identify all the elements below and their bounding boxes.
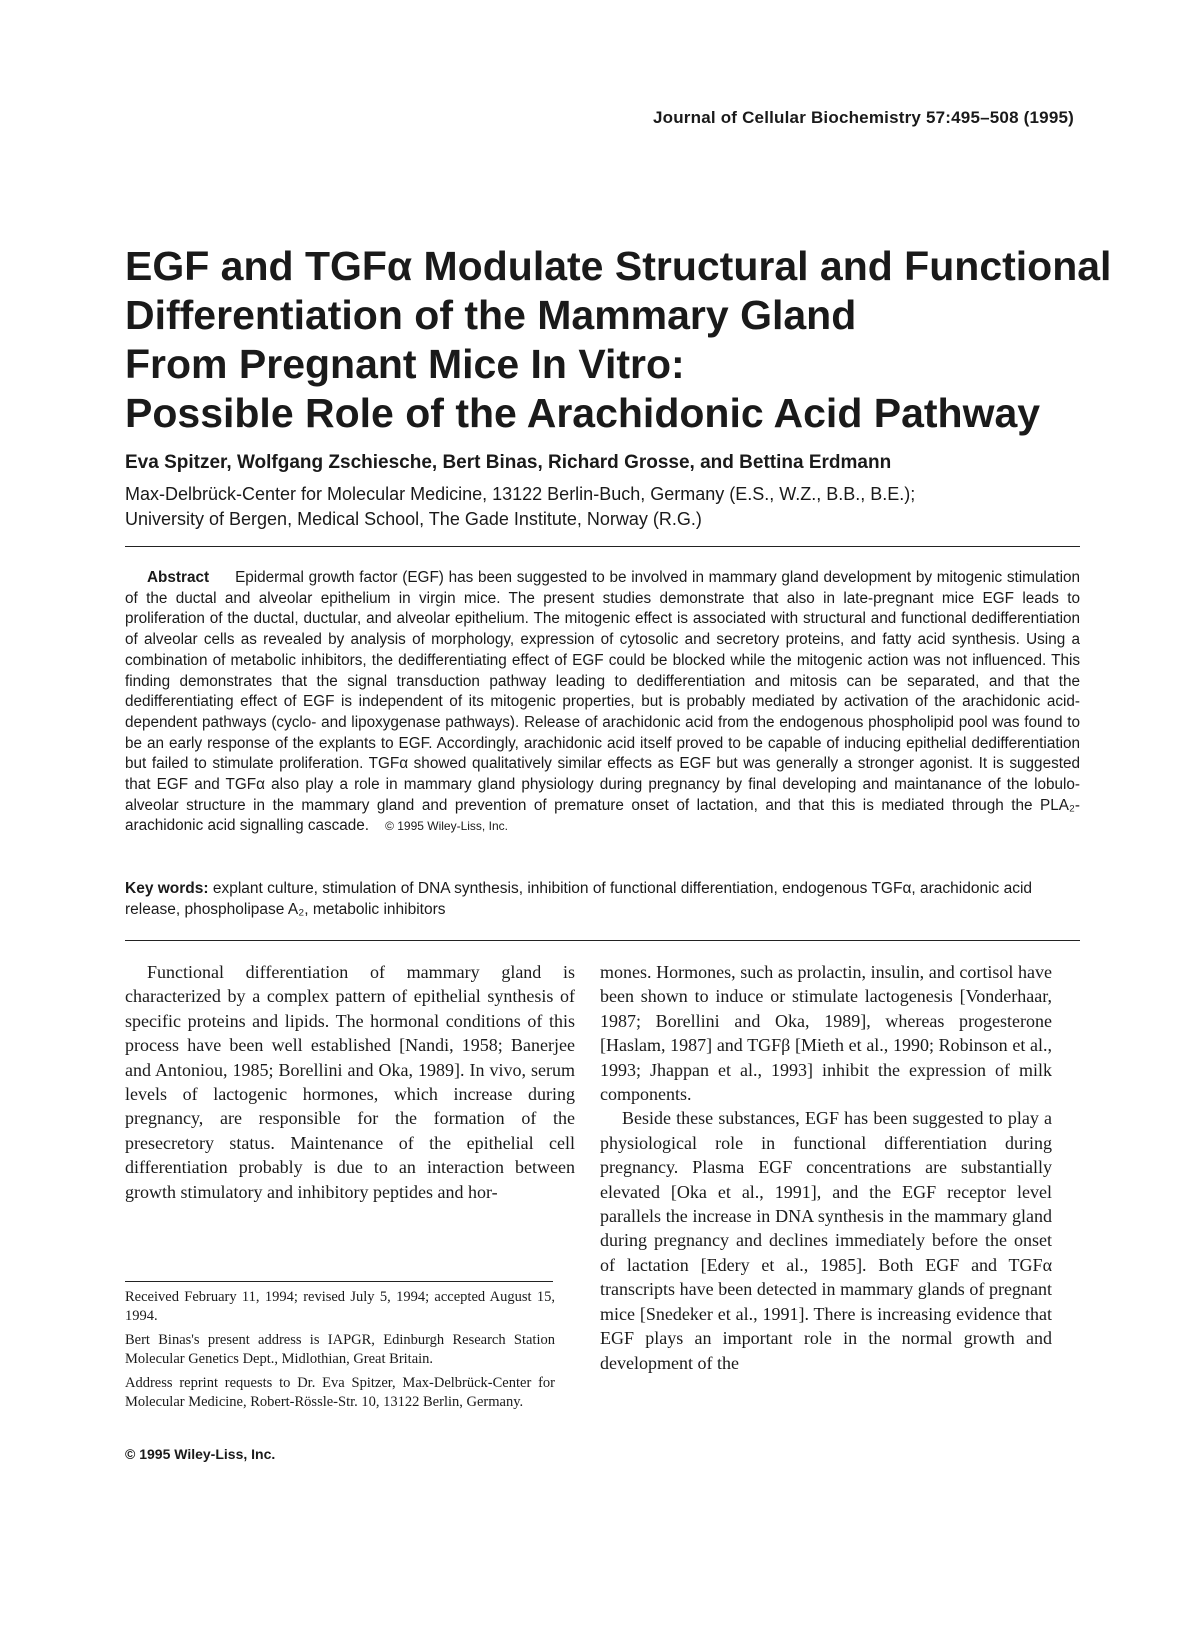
paper-title	[125, 242, 1112, 438]
keywords-text: explant culture, stimulation of DNA synthesis, inhibition of functional differentiation, endogenous TGFα, arachidonic acid release, phospholipase A₂, metabolic inhibitors	[125, 880, 1033, 918]
affiliations	[125, 482, 915, 532]
body-column-right	[600, 960, 1052, 1375]
footnote-divider	[125, 1281, 553, 1282]
abstract-text: Epidermal growth factor (EGF) has been suggested to be involved in mammary gland development by mitogenic stimulation of the ductal and alveolar epithelium in virgin mice. The present studies demonstrate that also in late-pregnant mice EGF leads to proliferation of the ductal, ductular, and alveolar epithelium. The mitogenic effect is associated with structural and functional dedifferentiation of alveolar cells as revealed by analysis of morphology, expression of cytosolic and secretory proteins, and fatty acid synthesis. Using a combination of metabolic inhibitors, the dedifferentiating effect of EGF could be blocked while the mitogenic action was not influenced. This finding demonstrates that the signal transduction pathway leading to dedifferentiation and mitosis can be separated, and that the dedifferentiating effect of EGF is independent of its mitogenic properties, but is probably mediated by activation of the arachidonic acid-dependent pathways (cyclo- and lipoxygenase pathways). Release of arachidonic acid from the endogenous phospholipid pool was found to be an early response of the explants to EGF. Accordingly, arachidonic acid itself proved to be capable of inducing epithelial dedifferentiation but failed to stimulate proliferation. TGFα showed qualitatively similar effects as EGF but was generally a stronger agonist. It is suggested that EGF and TGFα also play a role in mammary gland physiology during pregnancy by final developing and maintanance of the lobulo-alveolar structure in the mammary gland and prevention of premature onset of lactation, and that this is mediated through the PLA₂-arachidonic acid signalling cascade.	[125, 569, 1080, 835]
title-line-1: EGF and TGFα Modulate Structural and Functional	[125, 243, 1112, 289]
divider-top	[125, 546, 1080, 547]
abstract	[125, 568, 1080, 837]
copyright-footer: © 1995 Wiley-Liss, Inc.	[125, 1446, 276, 1462]
title-line-2: Differentiation of the Mammary Gland	[125, 292, 857, 338]
footnote-present-address: Bert Binas's present address is IAPGR, Edinburgh Research Station Molecular Genetics Dept., Midlothian, Great Britain.	[125, 1331, 555, 1368]
footnotes	[125, 1288, 555, 1416]
keywords	[125, 878, 1080, 920]
affiliation-line-2: University of Bergen, Medical School, The Gade Institute, Norway (R.G.)	[125, 509, 702, 529]
title-line-4: Possible Role of the Arachidonic Acid Pathway	[125, 390, 1041, 436]
body-paragraph-continued: mones. Hormones, such as prolactin, insulin, and cortisol have been shown to induce or stimulate lactogenesis [Vonderhaar, 1987; Borellini and Oka, 1989], whereas progesterone [Haslam, 1987] and TGFβ [Mieth et al., 1990; Robinson et al., 1993; Jhappan et al., 1993] inhibit the expression of milk components.	[600, 962, 1052, 1105]
body-paragraph-intro: Functional differentiation of mammary gland is characterized by a complex pattern of epithelial synthesis of specific proteins and lipids. The hormonal conditions of this process have been well established [Nandi, 1958; Banerjee and Antoniou, 1985; Borellini and Oka, 1989]. In vivo, serum levels of lactogenic hormones, which increase during pregnancy, are responsible for the formation of the presecretory status. Maintenance of the epithelial cell differentiation probably is due to an interaction between growth stimulatory and inhibitory peptides and hor-	[125, 962, 575, 1202]
title-line-3: From Pregnant Mice In Vitro:	[125, 341, 685, 387]
abstract-label: Abstract	[147, 569, 210, 586]
keywords-label: Key words:	[125, 880, 209, 897]
abstract-copyright: © 1995 Wiley-Liss, Inc.	[385, 819, 508, 834]
body-paragraph-egf: Beside these substances, EGF has been suggested to play a physiological role in functional differentiation during pregnancy. Plasma EGF concentrations are substantially elevated [Oka et al., 1991], and the EGF receptor level parallels the increase in DNA synthesis in the mammary gland during pregnancy and declines immediately before the onset of lactation [Edery et al., 1985]. Both EGF and TGFα transcripts have been detected in mammary glands of pregnant mice [Snedeker et al., 1991]. There is increasing evidence that EGF plays an important role in the normal growth and development of the	[600, 1108, 1052, 1373]
journal-citation: Journal of Cellular Biochemistry 57:495–508 (1995)	[652, 108, 1074, 127]
divider-bottom	[125, 940, 1080, 941]
affiliation-line-1: Max-Delbrück-Center for Molecular Medicine, 13122 Berlin-Buch, Germany (E.S., W.Z., B.B., B.E.);	[125, 484, 916, 504]
footnote-reprint: Address reprint requests to Dr. Eva Spitzer, Max-Delbrück-Center for Molecular Medicine, Robert-Rössle-Str. 10, 13122 Berlin, Germany.	[125, 1374, 555, 1411]
footnote-received: Received February 11, 1994; revised July 5, 1994; accepted August 15, 1994.	[125, 1289, 555, 1325]
body-column-left	[125, 960, 575, 1204]
author-list: Eva Spitzer, Wolfgang Zschiesche, Bert Binas, Richard Grosse, and Bettina Erdmann	[125, 452, 892, 473]
